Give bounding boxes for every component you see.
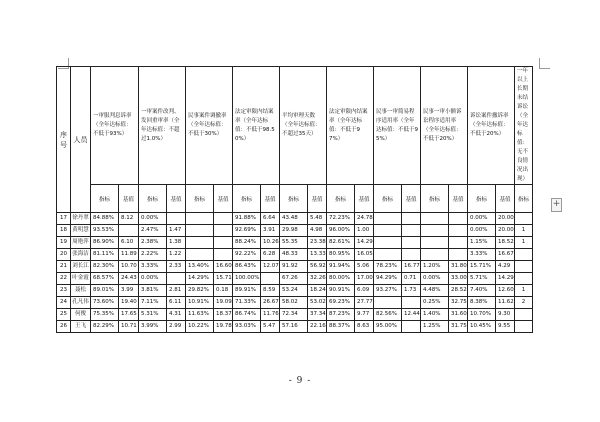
indicator-cell bbox=[374, 297, 402, 309]
indicator-cell: 1.25% bbox=[421, 321, 449, 333]
performance-table bbox=[56, 66, 533, 333]
group-header: 诉讼案件撤诉率（全年达标值：不低于20%） bbox=[468, 67, 515, 185]
indicator-cell bbox=[421, 249, 449, 261]
indicator-cell: 81.11% bbox=[91, 249, 119, 261]
score-cell bbox=[402, 297, 421, 309]
expand-tab-icon[interactable]: + bbox=[551, 198, 562, 212]
group-header: 民事案件调撤率（全年达标值：不低于30%） bbox=[186, 67, 233, 185]
indicator-cell: 80.00% bbox=[327, 273, 355, 285]
indicator-cell: 88.24% bbox=[233, 237, 261, 249]
indicator-cell: 72.23% bbox=[327, 213, 355, 225]
long-term-cell bbox=[515, 213, 533, 225]
indicator-cell: 80.95% bbox=[327, 249, 355, 261]
indicator-cell: 86.43% bbox=[233, 261, 261, 273]
score-cell: 17.65 bbox=[119, 309, 139, 321]
indicator-cell: 3.81% bbox=[139, 285, 167, 297]
indicator-cell: 93.27% bbox=[374, 285, 402, 297]
score-subheader: 基值 bbox=[261, 185, 280, 213]
indicator-cell: 89.01% bbox=[91, 285, 119, 297]
indicator-cell bbox=[374, 225, 402, 237]
row-number: 23 bbox=[57, 285, 71, 297]
score-cell: 6.10 bbox=[119, 237, 139, 249]
score-cell: 5.06 bbox=[355, 261, 374, 273]
indicator-cell: 91.94% bbox=[327, 261, 355, 273]
long-term-cell bbox=[515, 261, 533, 273]
indicator-cell: 10.70% bbox=[468, 309, 496, 321]
score-cell: 16.77 bbox=[402, 261, 421, 273]
indicator-cell: 1.20% bbox=[421, 261, 449, 273]
indicator-subheader: 指标 bbox=[233, 185, 261, 213]
indicator-cell: 86.74% bbox=[233, 309, 261, 321]
indicator-cell: 5.71% bbox=[468, 273, 496, 285]
group-header: 法定审限内结案率（全年达标值：不低于97%） bbox=[327, 67, 374, 185]
indicator-cell bbox=[374, 213, 402, 225]
indicator-cell: 58.02 bbox=[280, 297, 308, 309]
indicator-cell bbox=[186, 237, 214, 249]
score-cell: 12.60 bbox=[496, 285, 515, 297]
score-cell: 10.70 bbox=[119, 261, 139, 273]
score-cell: 1.47 bbox=[167, 225, 186, 237]
indicator-cell bbox=[421, 225, 449, 237]
table-row bbox=[57, 249, 533, 261]
indicator-cell: 29.82% bbox=[186, 285, 214, 297]
indicator-cell: 71.33% bbox=[233, 297, 261, 309]
indicator-cell: 7.40% bbox=[468, 285, 496, 297]
score-cell bbox=[402, 225, 421, 237]
indicator-cell: 82.29% bbox=[91, 321, 119, 333]
score-cell: 22.16 bbox=[308, 321, 327, 333]
indicator-subheader: 指标 bbox=[91, 185, 119, 213]
score-subheader: 基值 bbox=[119, 185, 139, 213]
indicator-cell: 53.24 bbox=[280, 285, 308, 297]
row-number: 17 bbox=[57, 213, 71, 225]
indicator-cell: 0.00% bbox=[468, 213, 496, 225]
person-name: 孔凡伟 bbox=[71, 297, 91, 309]
indicator-cell: 78.23% bbox=[374, 261, 402, 273]
table-row bbox=[57, 285, 533, 297]
indicator-cell: 82.56% bbox=[374, 309, 402, 321]
score-cell: 5.48 bbox=[308, 213, 327, 225]
score-cell: 32.75 bbox=[449, 297, 468, 309]
indicator-subheader: 指标 bbox=[327, 185, 355, 213]
indicator-cell: 86.90% bbox=[91, 237, 119, 249]
indicator-cell bbox=[374, 249, 402, 261]
score-cell: 20.00 bbox=[496, 213, 515, 225]
indicator-cell bbox=[374, 237, 402, 249]
table-row bbox=[57, 237, 533, 249]
score-cell: 31.80 bbox=[449, 261, 468, 273]
score-cell: 0.18 bbox=[214, 285, 233, 297]
score-subheader: 基值 bbox=[355, 185, 374, 213]
long-term-cell bbox=[515, 249, 533, 261]
indicator-cell: 43.48 bbox=[280, 213, 308, 225]
long-term-cell: 1 bbox=[515, 237, 533, 249]
person-name: 何俊 bbox=[71, 309, 91, 321]
score-subheader: 基值 bbox=[496, 185, 515, 213]
header-row bbox=[57, 67, 533, 185]
score-cell: 2.33 bbox=[167, 261, 186, 273]
person-name: 张海洁 bbox=[71, 249, 91, 261]
indicator-cell: 10.91% bbox=[186, 297, 214, 309]
score-cell: 9.30 bbox=[496, 309, 515, 321]
indicator-cell: 91.92 bbox=[280, 261, 308, 273]
indicator-subheader: 指标 bbox=[280, 185, 308, 213]
score-cell: 32.26 bbox=[308, 273, 327, 285]
score-cell: 9.77 bbox=[355, 309, 374, 321]
indicator-cell bbox=[186, 213, 214, 225]
indicator-cell: 14.29% bbox=[186, 273, 214, 285]
score-cell: 3.99 bbox=[119, 285, 139, 297]
score-cell: 11.62 bbox=[496, 297, 515, 309]
indicator-cell: 3.33% bbox=[139, 261, 167, 273]
indicator-cell: 3.33% bbox=[468, 249, 496, 261]
score-cell: 1.73 bbox=[402, 285, 421, 297]
crop-mark-top-right bbox=[539, 58, 550, 69]
table-row bbox=[57, 297, 533, 309]
score-cell: 18.24 bbox=[308, 285, 327, 297]
score-cell: 8.12 bbox=[119, 213, 139, 225]
score-cell: 19.40 bbox=[119, 297, 139, 309]
score-cell: 31.60 bbox=[449, 309, 468, 321]
score-cell: 10.71 bbox=[119, 321, 139, 333]
score-cell: 24.43 bbox=[119, 273, 139, 285]
indicator-cell: 87.23% bbox=[327, 309, 355, 321]
name-header: 人员 bbox=[71, 67, 91, 213]
score-cell: 15.71 bbox=[214, 273, 233, 285]
score-cell: 1.00 bbox=[355, 225, 374, 237]
page-number: - 9 - bbox=[288, 376, 312, 386]
score-cell: 4.31 bbox=[167, 309, 186, 321]
indicator-cell: 2.38% bbox=[139, 237, 167, 249]
indicator-cell: 2.22% bbox=[139, 249, 167, 261]
indicator-cell: 15.71% bbox=[468, 261, 496, 273]
indicator-cell: 1.40% bbox=[421, 309, 449, 321]
subheader-row bbox=[57, 185, 533, 213]
indicator-cell: 69.23% bbox=[327, 297, 355, 309]
indicator-cell: 0.00% bbox=[468, 225, 496, 237]
indicator-cell: 13.40% bbox=[186, 261, 214, 273]
row-number: 21 bbox=[57, 261, 71, 273]
score-cell: 16.05 bbox=[355, 249, 374, 261]
indicator-cell: 84.88% bbox=[91, 213, 119, 225]
row-number: 24 bbox=[57, 297, 71, 309]
score-cell: 0.71 bbox=[402, 273, 421, 285]
score-subheader: 基值 bbox=[214, 185, 233, 213]
score-cell: 6.11 bbox=[167, 297, 186, 309]
person-name: 刘长江 bbox=[71, 261, 91, 273]
indicator-cell: 10.22% bbox=[186, 321, 214, 333]
group-header: 平均审理天数（全年达标值：不超过35天） bbox=[280, 67, 327, 185]
score-cell: 28.52 bbox=[449, 285, 468, 297]
group-header: 法定审限内结案率（全年达标值：不低于98.50%） bbox=[233, 67, 280, 185]
score-cell: 12.44 bbox=[402, 309, 421, 321]
indicator-cell: 48.33 bbox=[280, 249, 308, 261]
row-number: 19 bbox=[57, 237, 71, 249]
indicator-subheader: 指标 bbox=[421, 185, 449, 213]
indicator-cell: 5.31% bbox=[139, 309, 167, 321]
indicator-cell: 94.29% bbox=[374, 273, 402, 285]
score-cell: 4.98 bbox=[308, 225, 327, 237]
indicator-cell: 0.25% bbox=[421, 297, 449, 309]
score-cell bbox=[119, 225, 139, 237]
indicator-subheader: 指标 bbox=[468, 185, 496, 213]
score-cell bbox=[402, 237, 421, 249]
score-cell bbox=[449, 225, 468, 237]
indicator-cell: 90.91% bbox=[327, 285, 355, 297]
score-cell bbox=[402, 321, 421, 333]
indicator-cell: 93.03% bbox=[233, 321, 261, 333]
score-cell bbox=[402, 249, 421, 261]
indicator-cell: 29.98 bbox=[280, 225, 308, 237]
indicator-subheader: 指标 bbox=[186, 185, 214, 213]
indicator-cell: 92.22% bbox=[233, 249, 261, 261]
score-cell: 19.09 bbox=[214, 297, 233, 309]
long-term-cell: 1 bbox=[515, 285, 533, 297]
long-term-cell: 2 bbox=[515, 297, 533, 309]
indicator-cell: 88.37% bbox=[327, 321, 355, 333]
indicator-cell: 100.00% bbox=[233, 273, 261, 285]
score-cell: 6.09 bbox=[355, 285, 374, 297]
indicator-cell: 95.00% bbox=[374, 321, 402, 333]
score-cell: 16.67 bbox=[496, 249, 515, 261]
score-cell bbox=[214, 225, 233, 237]
indicator-cell bbox=[186, 249, 214, 261]
score-cell: 14.29 bbox=[496, 273, 515, 285]
group-header: 民事一审简易程序适用率（全年达标值：不低于95%） bbox=[374, 67, 421, 185]
indicator-cell bbox=[186, 225, 214, 237]
score-subheader: 基值 bbox=[308, 185, 327, 213]
indicator-cell bbox=[421, 237, 449, 249]
indicator-cell: 68.57% bbox=[91, 273, 119, 285]
indicator-subheader: 指标 bbox=[374, 185, 402, 213]
indicator-cell: 1.15% bbox=[468, 237, 496, 249]
score-cell: 26.67 bbox=[261, 297, 280, 309]
score-cell: 8.63 bbox=[355, 321, 374, 333]
score-cell: 13.33 bbox=[308, 249, 327, 261]
score-subheader: 基值 bbox=[449, 185, 468, 213]
score-cell bbox=[449, 249, 468, 261]
indicator-cell: 73.60% bbox=[91, 297, 119, 309]
score-cell: 18.37 bbox=[214, 309, 233, 321]
long-term-cell: 1 bbox=[515, 225, 533, 237]
indicator-cell: 3.99% bbox=[139, 321, 167, 333]
indicator-cell: 96.00% bbox=[327, 225, 355, 237]
score-cell: 11.76 bbox=[261, 309, 280, 321]
score-cell bbox=[261, 273, 280, 285]
score-cell: 3.91 bbox=[261, 225, 280, 237]
person-name: 叶金霞 bbox=[71, 273, 91, 285]
score-cell: 53.02 bbox=[308, 297, 327, 309]
score-cell: 6.28 bbox=[261, 249, 280, 261]
person-name: 周艳萍 bbox=[71, 237, 91, 249]
score-cell: 16.60 bbox=[214, 261, 233, 273]
row-number: 20 bbox=[57, 249, 71, 261]
indicator-cell: 2.47% bbox=[139, 225, 167, 237]
long-term-header: 一年以上长期未结诉讼（全年达标值：无不良情况出现） bbox=[515, 67, 533, 185]
indicator-cell: 11.63% bbox=[186, 309, 214, 321]
score-cell: 1.38 bbox=[167, 237, 186, 249]
score-cell bbox=[449, 237, 468, 249]
group-header: 一审服判息诉率（全年达标值：不低于93%） bbox=[91, 67, 139, 185]
indicator-cell: 75.35% bbox=[91, 309, 119, 321]
indicator-cell: 82.61% bbox=[327, 237, 355, 249]
score-cell: 6.64 bbox=[261, 213, 280, 225]
score-cell: 19.78 bbox=[214, 321, 233, 333]
score-subheader: 基值 bbox=[167, 185, 186, 213]
indicator-cell: 91.88% bbox=[233, 213, 261, 225]
indicator-cell: 0.00% bbox=[421, 273, 449, 285]
score-subheader: 基值 bbox=[402, 185, 421, 213]
indicator-subheader: 指标 bbox=[139, 185, 167, 213]
indicator-cell: 92.69% bbox=[233, 225, 261, 237]
person-name: 王飞 bbox=[71, 321, 91, 333]
indicator-cell: 82.30% bbox=[91, 261, 119, 273]
table-row bbox=[57, 213, 533, 225]
row-number: 22 bbox=[57, 273, 71, 285]
score-cell: 5.47 bbox=[261, 321, 280, 333]
score-cell bbox=[402, 213, 421, 225]
indicator-cell: 93.53% bbox=[91, 225, 119, 237]
score-cell: 33.00 bbox=[449, 273, 468, 285]
score-cell: 56.92 bbox=[308, 261, 327, 273]
indicator-cell: 72.34 bbox=[280, 309, 308, 321]
indicator-cell bbox=[421, 213, 449, 225]
score-cell: 14.29 bbox=[355, 237, 374, 249]
table-row bbox=[57, 309, 533, 321]
person-name: 黄明慧 bbox=[71, 225, 91, 237]
score-cell: 23.38 bbox=[308, 237, 327, 249]
score-cell bbox=[214, 249, 233, 261]
indicator-cell: 4.48% bbox=[421, 285, 449, 297]
score-cell: 31.75 bbox=[449, 321, 468, 333]
row-number: 26 bbox=[57, 321, 71, 333]
score-cell bbox=[167, 273, 186, 285]
indicator-cell: 57.16 bbox=[280, 321, 308, 333]
long-term-cell bbox=[515, 309, 533, 321]
indicator-cell: 0.00% bbox=[139, 273, 167, 285]
group-header: 一审案件改判、发回重审率（全年达标值：不超过1.0%） bbox=[139, 67, 186, 185]
indicator-cell: 55.35 bbox=[280, 237, 308, 249]
score-cell: 27.77 bbox=[355, 297, 374, 309]
indicator-cell: 89.91% bbox=[233, 285, 261, 297]
person-name: 徐丹翠 bbox=[71, 213, 91, 225]
person-name: 聂松 bbox=[71, 285, 91, 297]
table-body bbox=[57, 213, 533, 333]
indicator-cell: 7.11% bbox=[139, 297, 167, 309]
indicator-cell: 67.26 bbox=[280, 273, 308, 285]
score-cell: 20.00 bbox=[496, 225, 515, 237]
score-cell: 9.55 bbox=[496, 321, 515, 333]
score-cell: 12.07 bbox=[261, 261, 280, 273]
score-cell: 1.22 bbox=[167, 249, 186, 261]
score-cell: 37.34 bbox=[308, 309, 327, 321]
long-term-cell bbox=[515, 321, 533, 333]
score-cell: 17.00 bbox=[355, 273, 374, 285]
score-cell: 8.59 bbox=[261, 285, 280, 297]
score-cell: 24.78 bbox=[355, 213, 374, 225]
indicator-cell: 8.38% bbox=[468, 297, 496, 309]
indicator-subheader: 指标 bbox=[515, 185, 533, 213]
score-cell: 2.81 bbox=[167, 285, 186, 297]
table-row bbox=[57, 225, 533, 237]
group-header: 民事一审小额诉讼程序适用率（全年达标值：不低于20%） bbox=[421, 67, 468, 185]
table-row bbox=[57, 321, 533, 333]
score-cell: 11.89 bbox=[119, 249, 139, 261]
seq-header: 序号 bbox=[57, 67, 71, 213]
score-cell: 10.26 bbox=[261, 237, 280, 249]
table-row bbox=[57, 261, 533, 273]
row-number: 25 bbox=[57, 309, 71, 321]
row-number: 18 bbox=[57, 225, 71, 237]
table-row bbox=[57, 273, 533, 285]
indicator-cell: 10.45% bbox=[468, 321, 496, 333]
long-term-cell bbox=[515, 273, 533, 285]
score-cell bbox=[167, 213, 186, 225]
score-cell bbox=[214, 213, 233, 225]
score-cell: 4.29 bbox=[496, 261, 515, 273]
score-cell: 18.52 bbox=[496, 237, 515, 249]
score-cell: 2.99 bbox=[167, 321, 186, 333]
score-cell bbox=[449, 213, 468, 225]
indicator-cell: 0.00% bbox=[139, 213, 167, 225]
score-cell bbox=[214, 237, 233, 249]
